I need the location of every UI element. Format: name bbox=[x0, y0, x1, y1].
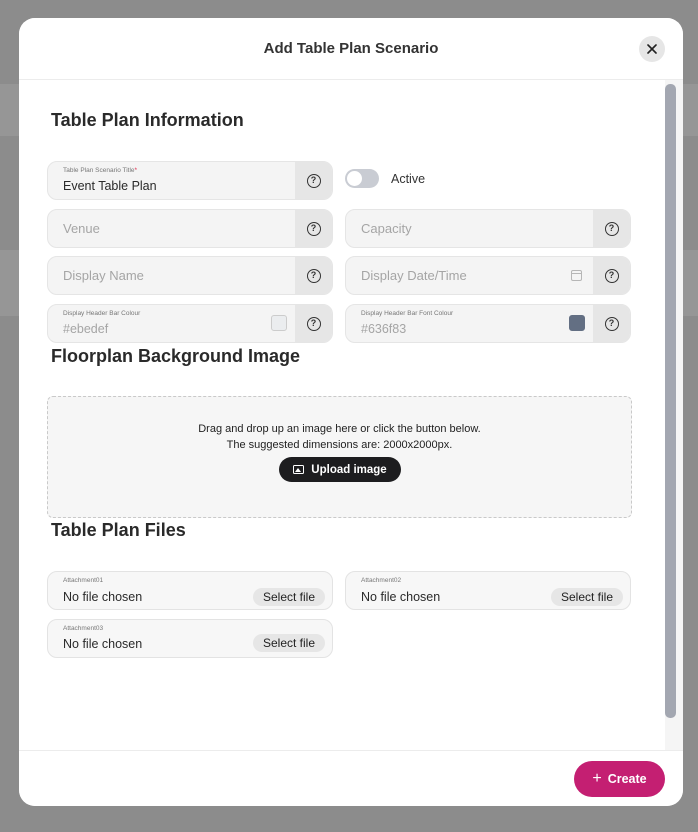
section-title-info: Table Plan Information bbox=[51, 110, 244, 130]
plus-icon: + bbox=[592, 770, 602, 787]
select-file-button[interactable]: Select file bbox=[253, 588, 325, 606]
create-label: Create bbox=[607, 772, 647, 786]
scrollbar-thumb[interactable] bbox=[665, 84, 676, 718]
help-button[interactable] bbox=[593, 257, 630, 294]
scenario-title-value: Event Table Plan bbox=[63, 179, 157, 193]
file-status: No file chosen bbox=[63, 637, 143, 651]
attachment-field[interactable] bbox=[345, 571, 631, 610]
venue-field[interactable] bbox=[47, 209, 333, 248]
section-title-files: Table Plan Files bbox=[51, 520, 186, 540]
calendar-icon[interactable] bbox=[571, 270, 582, 281]
header-bar-font-colour-field[interactable] bbox=[345, 304, 631, 343]
file-status: No file chosen bbox=[63, 590, 143, 604]
venue-placeholder: Venue bbox=[63, 221, 100, 236]
help-button[interactable] bbox=[295, 210, 332, 247]
modal-body bbox=[19, 80, 665, 750]
create-button[interactable] bbox=[574, 761, 665, 797]
header-bar-colour-value: #ebedef bbox=[63, 322, 109, 336]
help-icon: ? bbox=[605, 269, 619, 283]
active-label: Active bbox=[391, 172, 426, 186]
close-button[interactable] bbox=[639, 36, 665, 62]
help-button[interactable] bbox=[295, 257, 332, 294]
help-button[interactable] bbox=[295, 305, 332, 342]
help-icon: ? bbox=[307, 269, 321, 283]
display-datetime-field[interactable] bbox=[345, 256, 631, 295]
active-toggle[interactable] bbox=[345, 169, 379, 188]
attachment-field[interactable] bbox=[47, 571, 333, 610]
header-bar-font-colour-value: #636f83 bbox=[361, 322, 407, 336]
header-bar-font-colour-swatch[interactable] bbox=[569, 315, 585, 331]
modal-title: Add Table Plan Scenario bbox=[263, 40, 439, 57]
file-status: No file chosen bbox=[361, 590, 441, 604]
help-icon: ? bbox=[605, 317, 619, 331]
image-icon bbox=[293, 465, 304, 474]
display-name-field[interactable] bbox=[47, 256, 333, 295]
attachment-label: Attachment01 bbox=[63, 577, 104, 584]
help-icon: ? bbox=[307, 174, 321, 188]
upload-image-button[interactable] bbox=[279, 457, 401, 482]
required-mark: * bbox=[134, 167, 138, 174]
capacity-placeholder: Capacity bbox=[361, 221, 412, 236]
help-button[interactable] bbox=[295, 162, 332, 199]
toggle-knob bbox=[347, 171, 362, 186]
image-dropzone[interactable] bbox=[47, 396, 632, 518]
dropzone-instructions: Drag and drop up an image here or click the button below. bbox=[198, 423, 481, 435]
display-name-placeholder: Display Name bbox=[63, 268, 144, 283]
help-icon: ? bbox=[605, 222, 619, 236]
help-icon: ? bbox=[307, 222, 321, 236]
help-icon: ? bbox=[307, 317, 321, 331]
scenario-title-label: Table Plan Scenario Title* bbox=[63, 167, 138, 174]
attachment-label: Attachment03 bbox=[63, 625, 104, 632]
scenario-title-field[interactable] bbox=[47, 161, 333, 200]
help-button[interactable] bbox=[593, 305, 630, 342]
help-button[interactable] bbox=[593, 210, 630, 247]
modal-header bbox=[19, 18, 683, 80]
header-bar-colour-field[interactable] bbox=[47, 304, 333, 343]
section-title-floorplan: Floorplan Background Image bbox=[51, 346, 301, 366]
header-bar-colour-swatch[interactable] bbox=[271, 315, 287, 331]
capacity-field[interactable] bbox=[345, 209, 631, 248]
attachment-label: Attachment02 bbox=[361, 577, 402, 584]
select-file-button[interactable]: Select file bbox=[253, 634, 325, 652]
close-icon bbox=[647, 44, 657, 54]
header-bar-font-colour-label: Display Header Bar Font Colour bbox=[361, 310, 454, 317]
attachment-field[interactable] bbox=[47, 619, 333, 658]
select-file-button[interactable]: Select file bbox=[551, 588, 623, 606]
add-table-plan-modal bbox=[19, 18, 683, 806]
display-datetime-placeholder: Display Date/Time bbox=[361, 268, 467, 283]
dropzone-dimensions: The suggested dimensions are: 2000x2000px. bbox=[226, 439, 453, 451]
upload-image-label: Upload image bbox=[311, 463, 387, 476]
header-bar-colour-label: Display Header Bar Colour bbox=[63, 310, 141, 317]
